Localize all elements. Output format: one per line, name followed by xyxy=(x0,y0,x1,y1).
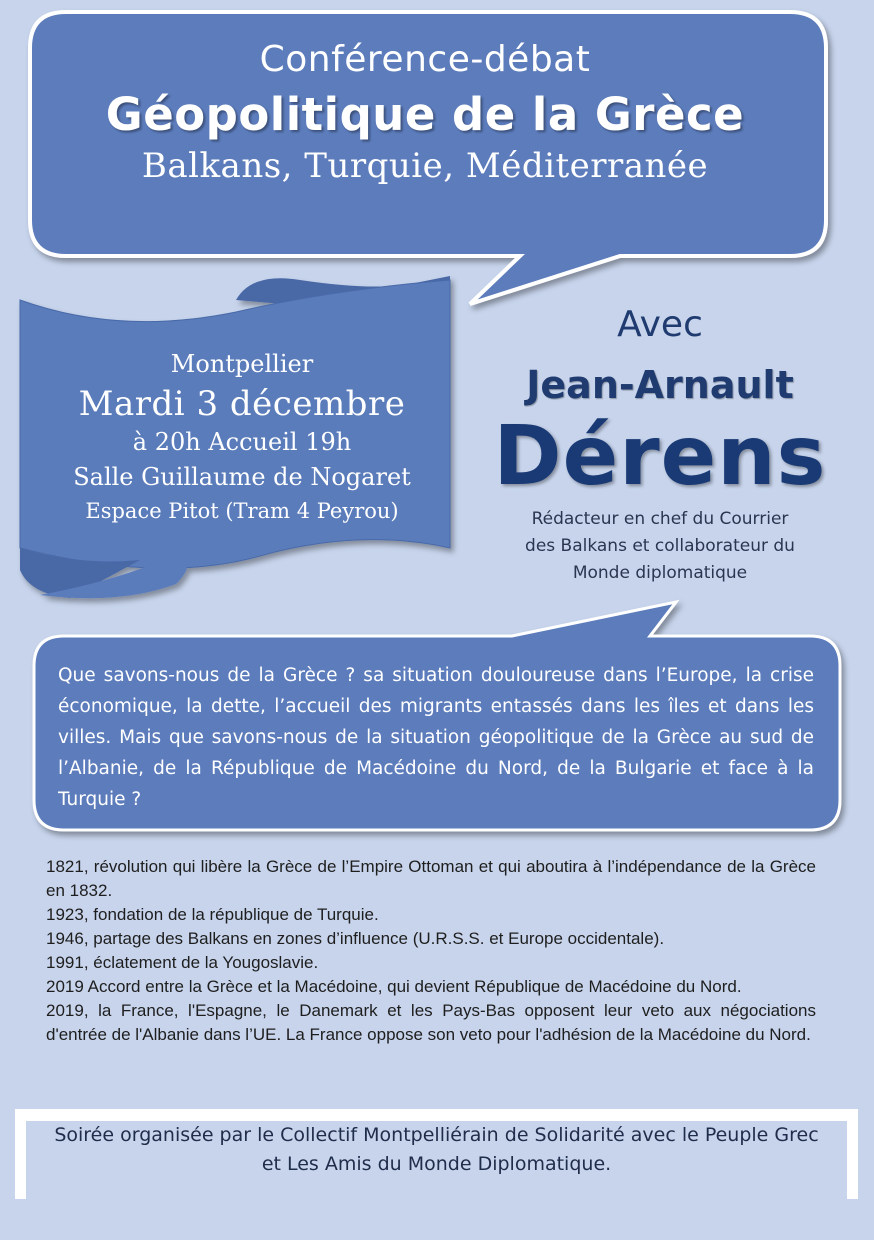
event-city: Montpellier xyxy=(170,350,314,378)
speaker-first-name: Jean-Arnault xyxy=(526,363,794,407)
speaker-last-name: Dérens xyxy=(493,409,827,504)
timeline-item: 1821, révolution qui libère la Grèce de l’Empire Ottoman et qui aboutira à l’indépendance de la Grèce en 1832. xyxy=(46,857,816,900)
event-date: Mardi 3 décembre xyxy=(78,384,406,424)
event-time: à 20h Accueil 19h xyxy=(132,428,352,456)
speaker-with: Avec xyxy=(617,304,703,345)
speaker-block xyxy=(490,302,830,587)
footer-line: et Les Amis du Monde Diplomatique. xyxy=(261,1153,612,1175)
title-block xyxy=(30,38,820,188)
timeline xyxy=(46,855,816,1047)
event-title: Géopolitique de la Grèce xyxy=(105,88,745,141)
event-kicker: Conférence-débat xyxy=(259,39,591,80)
speaker-role-line: Rédacteur en chef du Courrier xyxy=(531,509,789,529)
intro-text: Que savons-nous de la Grèce ? sa situation douloureuse dans l’Europe, la crise économique, la dette, l’accueil des migrants entassés dans les îles et dans les villes. Mais que savons-nous de la situation géopolitique de la Grèce au sud de l’Albanie, de la République de Macédoine du Nord, de la Bulgarie et face à la Turquie ? xyxy=(58,665,814,810)
event-details xyxy=(22,345,462,527)
timeline-item: 1946, partage des Balkans en zones d’influence (U.R.S.S. et Europe occidentale). xyxy=(46,929,665,948)
timeline-item: 1991, éclatement de la Yougoslavie. xyxy=(46,953,319,972)
event-place: Espace Pitot (Tram 4 Peyrou) xyxy=(85,499,399,523)
timeline-item: 2019, la France, l'Espagne, le Danemark et les Pays-Bas opposent leur veto aux négociations d'entrée de l'Albanie dans l’UE. La France oppose son veto pour l'adhésion de la Macédoine du Nord. xyxy=(46,1001,816,1044)
timeline-item: 1923, fondation de la république de Turquie. xyxy=(46,905,379,924)
event-venue: Salle Guillaume de Nogaret xyxy=(73,463,411,491)
speaker-role-line: des Balkans et collaborateur du xyxy=(525,536,795,556)
footer-line: Soirée organisée par le Collectif Montpelliérain de Solidarité avec le Peuple Grec xyxy=(54,1124,819,1146)
footer-organizers xyxy=(26,1121,847,1199)
event-subtitle: Balkans, Turquie, Méditerranée xyxy=(141,146,709,186)
timeline-item: 2019 Accord entre la Grèce et la Macédoine, qui devient République de Macédoine du Nord. xyxy=(46,977,742,996)
speaker-role xyxy=(490,506,830,587)
speaker-role-line: Monde diplomatique xyxy=(572,563,748,583)
